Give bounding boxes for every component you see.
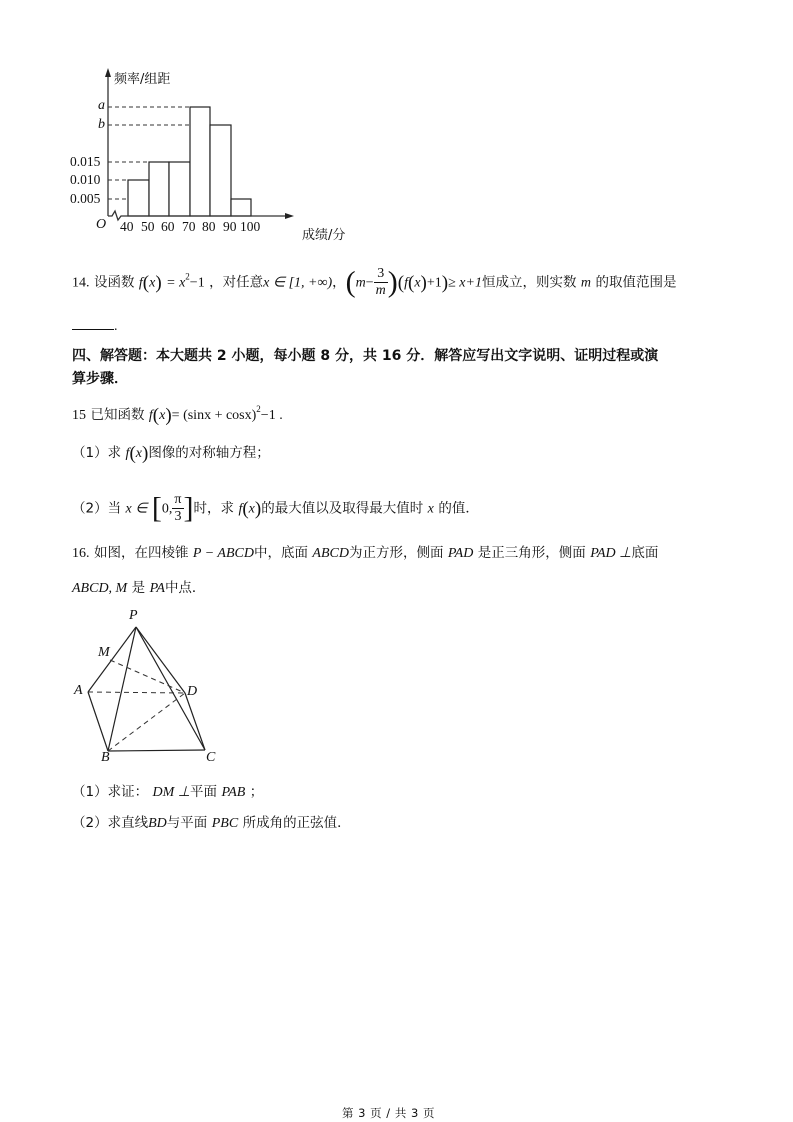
q16-part-1: （1）求证： DM ⊥平面 PAB ； [72, 784, 264, 800]
x-tick-60: 60 [161, 219, 175, 234]
q16-part-2: （2）求直线BD与平面 PBC 所成角的正弦值． [72, 815, 351, 831]
pyramid-figure [65, 605, 235, 775]
label-C: C [206, 750, 216, 765]
question-15: 15 已知函数 $f(x)= (\sin x + \cos x)^2-1$ . [72, 404, 283, 426]
label-P: P [129, 608, 138, 623]
q14-number: 14. [72, 275, 90, 291]
y-tick-a: a [98, 98, 105, 113]
x-tick-100: 100 [240, 219, 261, 234]
label-B: B [101, 750, 110, 765]
x-axis-label: 成绩/分 [302, 228, 346, 243]
section-4-heading-line2: 算步骤． [72, 371, 128, 387]
question-16: 16. 如图，在四棱锥 P − ABCD中，底面 ABCD为正方形，侧面 PAD 是正三角形，侧面 PAD ⊥底面 [72, 545, 659, 561]
x-tick-90: 90 [223, 219, 237, 234]
y-tick-b: b [98, 117, 105, 132]
histogram-figure [60, 60, 350, 250]
x-tick-50: 50 [141, 219, 155, 234]
y-tick-0015: 0.015 [70, 154, 101, 169]
x-tick-70: 70 [182, 219, 196, 234]
q15-part-2: （2）当 x ∈ [0, $\frac{\pi}{3}$ ]时，求 f(x)的最大值以及取得最大值时 x 的值． [72, 491, 479, 525]
q14-answer-blank: . [72, 316, 118, 337]
x-tick-40: 40 [120, 219, 134, 234]
y-tick-0010: 0.010 [70, 172, 101, 187]
y-tick-0005: 0.005 [70, 191, 101, 206]
q15-part-1: （1）求 f(x)图像的对称轴方程； [72, 443, 270, 464]
x-tick-80: 80 [202, 219, 216, 234]
question-16-line2: ABCD, M 是 PA中点． [72, 580, 206, 596]
section-4-heading-line1: 四、解答题：本大题共 2 小题，每小题 8 分，共 16 分．解答应写出文字说明、证明过程或演 [72, 348, 659, 364]
label-M: M [98, 645, 110, 660]
label-D: D [187, 684, 198, 699]
fraction-3-over-m: $\frac{3}{m}$ [375, 266, 386, 298]
question-14: 14. 设函数 $f(x) = x^2-1$ ，对任意x ∈ [1, +∞)，(m− $\frac{3}{m}$ )(f(x)+1)≥ x+1恒成立，则实数 m 的取值范围是 [72, 265, 677, 299]
fraction-pi-over-3: $\frac{\pi}{3}$ [174, 492, 182, 524]
label-A: A [74, 683, 83, 698]
y-axis-label: 频率/组距 [114, 72, 171, 87]
answer-blank-line [72, 317, 114, 330]
page-footer: 第 3 页 / 共 3 页 [342, 1106, 435, 1120]
origin-label: O [96, 217, 107, 232]
